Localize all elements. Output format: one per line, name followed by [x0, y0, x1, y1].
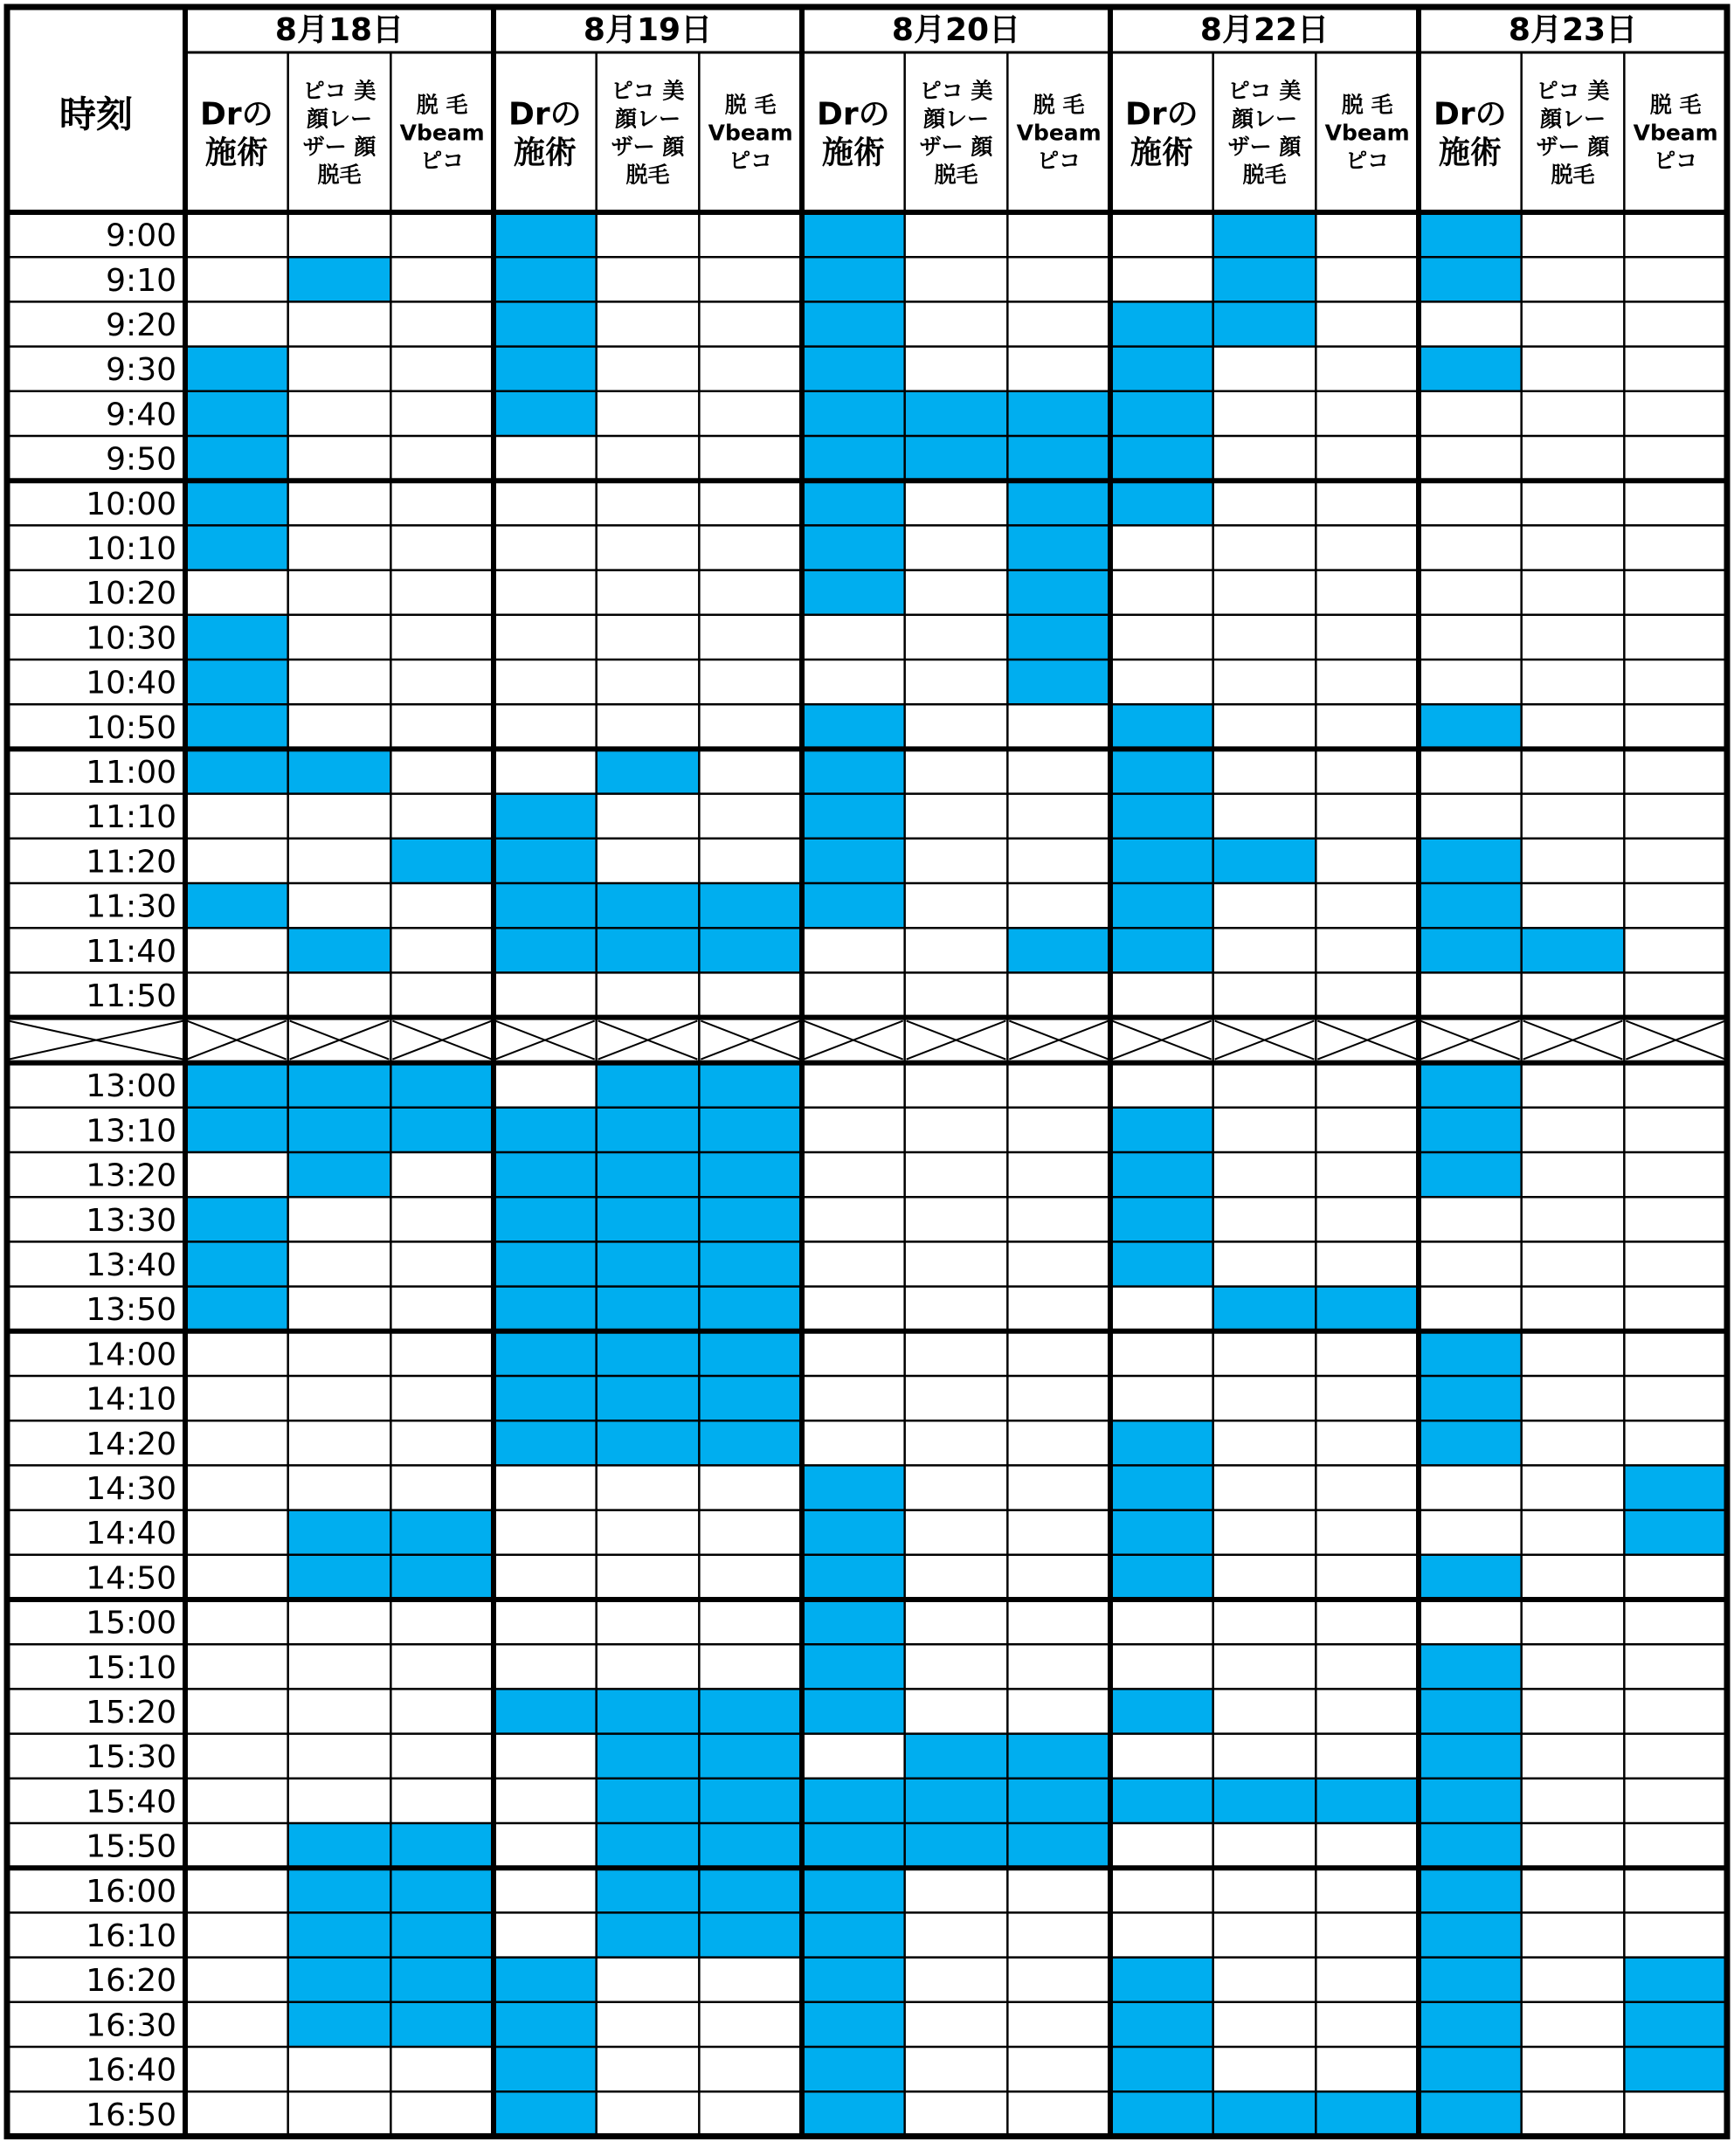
booked-cell: [1419, 928, 1522, 972]
booked-cell: [597, 928, 700, 972]
booked-cell: [185, 347, 288, 391]
time-label: 14:00: [86, 1337, 176, 1373]
booked-cell: [1213, 1779, 1316, 1823]
booked-cell: [1110, 2047, 1213, 2091]
booked-cell: [597, 1420, 700, 1465]
booked-cell: [802, 2047, 905, 2091]
booked-cell: [390, 839, 494, 883]
booked-cell: [1522, 928, 1625, 972]
booked-cell: [1419, 2047, 1522, 2091]
column-header-line: ピコ: [1654, 148, 1698, 174]
booked-cell: [1007, 525, 1110, 570]
booked-cell: [390, 1958, 494, 2002]
column-header-line: 脱毛: [625, 162, 670, 188]
booked-cell: [390, 1063, 494, 1108]
booked-cell: [1110, 794, 1213, 839]
booked-cell: [1213, 2091, 1316, 2136]
booked-cell: [1419, 1779, 1522, 1823]
time-label: 9:00: [106, 218, 176, 254]
column-header-line: ピコ: [420, 148, 465, 174]
booked-cell: [802, 436, 905, 480]
booked-cell: [597, 1823, 700, 1868]
booked-cell: [1419, 212, 1522, 257]
booked-cell: [494, 1376, 597, 1420]
booked-cell: [802, 1644, 905, 1689]
booked-cell: [802, 301, 905, 346]
time-label: 16:10: [86, 1918, 176, 1954]
booked-cell: [288, 2002, 391, 2047]
booked-cell: [1624, 2002, 1727, 2047]
booked-cell: [494, 1108, 597, 1152]
booked-cell: [802, 2091, 905, 2136]
booked-cell: [597, 1241, 700, 1286]
booked-cell: [1110, 347, 1213, 391]
booked-cell: [390, 1823, 494, 1868]
booked-cell: [1110, 749, 1213, 793]
booked-cell: [597, 1376, 700, 1420]
booked-cell: [802, 1823, 905, 1868]
column-header-line: 顔レー: [306, 106, 373, 132]
booked-cell: [802, 1779, 905, 1823]
column-header-line: 脱 毛: [724, 92, 777, 118]
booked-cell: [802, 1510, 905, 1555]
booked-cell: [699, 1197, 802, 1241]
column-header-line: Vbeam: [1324, 120, 1410, 146]
time-label: 9:50: [106, 441, 176, 478]
booked-cell: [905, 1779, 1008, 1823]
time-label: 14:30: [86, 1471, 176, 1507]
booked-cell: [494, 391, 597, 436]
column-header-line: ザー 顔: [611, 134, 685, 160]
column-header-line: ピコ 美: [919, 78, 993, 104]
booked-cell: [1110, 1197, 1213, 1241]
booked-cell: [699, 1287, 802, 1331]
booked-cell: [288, 928, 391, 972]
booked-cell: [802, 1689, 905, 1733]
column-header-line: 顔レー: [614, 106, 681, 132]
booked-cell: [494, 2091, 597, 2136]
time-label: 11:00: [86, 755, 176, 791]
time-label: 14:50: [86, 1560, 176, 1597]
column-header-line: 顔レー: [1539, 106, 1606, 132]
booked-cell: [1007, 391, 1110, 436]
booked-cell: [1110, 1465, 1213, 1510]
booked-cell: [699, 1241, 802, 1286]
booked-cell: [1110, 2091, 1213, 2136]
booked-cell: [288, 1958, 391, 2002]
booked-cell: [802, 525, 905, 570]
booked-cell: [1007, 436, 1110, 480]
booked-cell: [802, 212, 905, 257]
booked-cell: [390, 1510, 494, 1555]
booked-cell: [699, 883, 802, 928]
booked-cell: [699, 1152, 802, 1197]
booked-cell: [494, 1958, 597, 2002]
booked-cell: [494, 1197, 597, 1241]
column-header-line: 脱毛: [1242, 162, 1287, 188]
booked-cell: [494, 212, 597, 257]
booked-cell: [288, 1868, 391, 1912]
time-label: 9:30: [106, 352, 176, 389]
booked-cell: [1419, 839, 1522, 883]
booked-cell: [1213, 301, 1316, 346]
booked-cell: [1419, 1108, 1522, 1152]
booked-cell: [597, 1197, 700, 1241]
column-header-line: ピコ 美: [1536, 78, 1610, 104]
booked-cell: [1419, 1823, 1522, 1868]
booked-cell: [1419, 2091, 1522, 2136]
booked-cell: [185, 1197, 288, 1241]
time-label: 15:50: [86, 1828, 176, 1865]
column-header-line: Drの: [200, 96, 273, 133]
time-label: 10:10: [86, 531, 176, 567]
booked-cell: [1316, 2091, 1419, 2136]
time-label: 13:30: [86, 1202, 176, 1239]
column-header-line: 施術: [1130, 135, 1193, 171]
booked-cell: [185, 436, 288, 480]
booked-cell: [1419, 257, 1522, 301]
booked-cell: [1419, 1063, 1522, 1108]
booked-cell: [1007, 660, 1110, 704]
booked-cell: [1007, 615, 1110, 660]
date-header: 8月20日: [891, 12, 1021, 48]
booked-cell: [905, 391, 1008, 436]
booked-cell: [494, 1241, 597, 1286]
time-label: 16:50: [86, 2097, 176, 2133]
booked-cell: [185, 1063, 288, 1108]
time-label: 15:30: [86, 1739, 176, 1776]
booked-cell: [1110, 1152, 1213, 1197]
column-header-line: ピコ: [729, 148, 773, 174]
date-header: 8月22日: [1199, 12, 1330, 48]
column-header-line: 脱毛: [934, 162, 978, 188]
booked-cell: [288, 257, 391, 301]
column-header-line: ピコ: [1037, 148, 1081, 174]
booked-cell: [185, 615, 288, 660]
booked-cell: [494, 1331, 597, 1376]
booked-cell: [1419, 1152, 1522, 1197]
booked-cell: [494, 1152, 597, 1197]
booked-cell: [494, 794, 597, 839]
time-label: 15:40: [86, 1784, 176, 1821]
time-label: 14:40: [86, 1516, 176, 1552]
booked-cell: [699, 1779, 802, 1823]
time-label: 15:00: [86, 1605, 176, 1641]
booked-cell: [802, 257, 905, 301]
column-header-line: ピコ 美: [302, 78, 377, 104]
column-header-line: Drの: [1125, 96, 1199, 133]
booked-cell: [494, 1689, 597, 1733]
booked-cell: [1110, 1510, 1213, 1555]
column-header-line: Drの: [508, 96, 582, 133]
booked-cell: [1110, 1689, 1213, 1733]
booked-cell: [1110, 391, 1213, 436]
column-header-line: ザー 顔: [1227, 134, 1302, 160]
booked-cell: [699, 1912, 802, 1957]
booked-cell: [802, 570, 905, 615]
column-header-line: Vbeam: [708, 120, 793, 146]
booked-cell: [802, 1555, 905, 1600]
booked-cell: [802, 480, 905, 525]
booked-cell: [1110, 839, 1213, 883]
time-label: 11:20: [86, 844, 176, 881]
booked-cell: [597, 1063, 700, 1108]
booked-cell: [494, 347, 597, 391]
column-header-line: 施術: [513, 135, 577, 171]
column-header-line: ザー 顔: [302, 134, 377, 160]
booked-cell: [1419, 1555, 1522, 1600]
time-label: 11:30: [86, 888, 176, 925]
booked-cell: [802, 2002, 905, 2047]
column-header-line: Vbeam: [1016, 120, 1102, 146]
booked-cell: [185, 1241, 288, 1286]
booked-cell: [802, 839, 905, 883]
booked-cell: [699, 1734, 802, 1779]
booked-cell: [1419, 1420, 1522, 1465]
booked-cell: [185, 480, 288, 525]
booked-cell: [597, 1287, 700, 1331]
column-header-line: ピコ 美: [1227, 78, 1302, 104]
booked-cell: [1419, 1958, 1522, 2002]
column-header-line: 脱 毛: [416, 92, 468, 118]
time-label: 11:40: [86, 933, 176, 970]
booked-cell: [288, 749, 391, 793]
date-header: 8月19日: [583, 12, 713, 48]
time-label: 16:30: [86, 2007, 176, 2044]
booked-cell: [905, 1823, 1008, 1868]
time-label: 13:20: [86, 1157, 176, 1194]
booked-cell: [185, 1108, 288, 1152]
time-label: 13:50: [86, 1292, 176, 1329]
booked-cell: [699, 1063, 802, 1108]
column-header-line: 脱毛: [1551, 162, 1595, 188]
time-label: 10:20: [86, 576, 176, 612]
booked-cell: [494, 883, 597, 928]
booked-cell: [699, 1868, 802, 1912]
column-header-line: 顔レー: [1231, 106, 1298, 132]
booked-cell: [185, 883, 288, 928]
booked-cell: [802, 704, 905, 749]
booked-cell: [390, 1108, 494, 1152]
booked-cell: [597, 1868, 700, 1912]
booked-cell: [1110, 480, 1213, 525]
booked-cell: [1624, 2047, 1727, 2091]
date-header: 8月23日: [1508, 12, 1638, 48]
booked-cell: [597, 749, 700, 793]
booked-cell: [390, 2002, 494, 2047]
booked-cell: [1213, 839, 1316, 883]
column-header-line: 脱 毛: [1649, 92, 1702, 118]
date-header: 8月18日: [274, 12, 404, 48]
booked-cell: [597, 1331, 700, 1376]
time-header: 時刻: [59, 93, 134, 136]
column-header-line: 脱 毛: [1033, 92, 1085, 118]
booked-cell: [597, 1152, 700, 1197]
time-label: 9:40: [106, 397, 176, 433]
booked-cell: [1007, 480, 1110, 525]
booked-cell: [699, 1376, 802, 1420]
booked-cell: [1007, 1779, 1110, 1823]
time-label: 9:10: [106, 262, 176, 299]
booked-cell: [699, 1108, 802, 1152]
booked-cell: [1110, 1958, 1213, 2002]
booked-cell: [1624, 1958, 1727, 2002]
booked-cell: [1110, 301, 1213, 346]
booked-cell: [1213, 1287, 1316, 1331]
column-header-line: 顔レー: [922, 106, 990, 132]
time-label: 13:40: [86, 1247, 176, 1283]
booked-cell: [1007, 570, 1110, 615]
booked-cell: [185, 525, 288, 570]
booked-cell: [802, 1868, 905, 1912]
booked-cell: [288, 1152, 391, 1197]
booked-cell: [1419, 1331, 1522, 1376]
booked-cell: [1007, 1823, 1110, 1868]
booked-cell: [494, 839, 597, 883]
booked-cell: [1110, 704, 1213, 749]
booked-cell: [1110, 436, 1213, 480]
column-header-line: 脱 毛: [1341, 92, 1393, 118]
booked-cell: [1110, 1108, 1213, 1152]
booked-cell: [288, 1063, 391, 1108]
booked-cell: [288, 1510, 391, 1555]
column-header-line: ピコ 美: [611, 78, 685, 104]
time-label: 10:40: [86, 665, 176, 701]
booked-cell: [288, 1912, 391, 1957]
booked-cell: [1316, 1779, 1419, 1823]
booked-cell: [699, 1689, 802, 1733]
booked-cell: [390, 1555, 494, 1600]
booked-cell: [802, 391, 905, 436]
time-label: 10:50: [86, 709, 176, 746]
column-header-line: Vbeam: [399, 120, 485, 146]
booked-cell: [390, 1868, 494, 1912]
booked-cell: [1419, 347, 1522, 391]
booked-cell: [288, 1555, 391, 1600]
booked-cell: [1419, 1734, 1522, 1779]
column-header-line: ザー 顔: [1536, 134, 1610, 160]
booked-cell: [1110, 1779, 1213, 1823]
column-header-line: ザー 顔: [919, 134, 993, 160]
booked-cell: [1419, 1912, 1522, 1957]
booked-cell: [1419, 1868, 1522, 1912]
time-label: 16:40: [86, 2052, 176, 2089]
booked-cell: [597, 1734, 700, 1779]
booked-cell: [699, 1823, 802, 1868]
booked-cell: [1110, 883, 1213, 928]
booked-cell: [288, 1823, 391, 1868]
time-label: 15:10: [86, 1649, 176, 1686]
time-label: 11:10: [86, 799, 176, 836]
booked-cell: [1110, 2002, 1213, 2047]
booked-cell: [597, 1108, 700, 1152]
booked-cell: [1419, 704, 1522, 749]
booked-cell: [1624, 1510, 1727, 1555]
booked-cell: [802, 1465, 905, 1510]
booked-cell: [802, 794, 905, 839]
booked-cell: [1419, 1689, 1522, 1733]
column-header-line: Drの: [1433, 96, 1507, 133]
booked-cell: [1213, 212, 1316, 257]
booked-cell: [597, 1689, 700, 1733]
time-label: 11:50: [86, 978, 176, 1014]
booked-cell: [905, 436, 1008, 480]
booked-cell: [494, 928, 597, 972]
booked-cell: [185, 1287, 288, 1331]
time-label: 10:00: [86, 486, 176, 522]
time-label: 13:00: [86, 1068, 176, 1105]
column-header-line: 施術: [204, 135, 268, 171]
booked-cell: [597, 1912, 700, 1957]
booked-cell: [494, 2047, 597, 2091]
booked-cell: [802, 1958, 905, 2002]
time-label: 16:20: [86, 1963, 176, 2000]
column-header-line: Drの: [817, 96, 890, 133]
booked-cell: [597, 883, 700, 928]
booked-cell: [699, 1420, 802, 1465]
time-label: 15:20: [86, 1695, 176, 1731]
booked-cell: [1110, 1555, 1213, 1600]
booked-cell: [802, 883, 905, 928]
time-label: 9:20: [106, 308, 176, 343]
booked-cell: [1007, 928, 1110, 972]
booked-cell: [1419, 1376, 1522, 1420]
time-label: 16:00: [86, 1873, 176, 1910]
column-header-line: ピコ: [1345, 148, 1390, 174]
booked-cell: [494, 301, 597, 346]
booked-cell: [699, 1331, 802, 1376]
booked-cell: [802, 1600, 905, 1644]
booked-cell: [905, 1734, 1008, 1779]
booked-cell: [1316, 1287, 1419, 1331]
booked-cell: [802, 749, 905, 793]
booked-cell: [1110, 928, 1213, 972]
booked-cell: [1419, 2002, 1522, 2047]
booked-cell: [288, 1108, 391, 1152]
time-label: 14:20: [86, 1426, 176, 1462]
column-header-line: 脱毛: [317, 162, 362, 188]
booked-cell: [699, 928, 802, 972]
booked-cell: [185, 660, 288, 704]
booked-cell: [494, 257, 597, 301]
booked-cell: [1419, 1644, 1522, 1689]
booked-cell: [390, 1912, 494, 1957]
booked-cell: [494, 1287, 597, 1331]
column-header-line: 施術: [821, 135, 885, 171]
time-label: 13:10: [86, 1113, 176, 1150]
booked-cell: [1110, 1420, 1213, 1465]
booked-cell: [494, 1420, 597, 1465]
booked-cell: [1110, 1241, 1213, 1286]
time-label: 14:10: [86, 1381, 176, 1418]
time-label: 10:30: [86, 620, 176, 657]
booked-cell: [1624, 1465, 1727, 1510]
booked-cell: [1419, 883, 1522, 928]
column-header-line: Vbeam: [1633, 120, 1718, 146]
booked-cell: [185, 704, 288, 749]
booked-cell: [494, 2002, 597, 2047]
booked-cell: [802, 1912, 905, 1957]
booked-cell: [1007, 1734, 1110, 1779]
booked-cell: [802, 347, 905, 391]
booked-cell: [1213, 257, 1316, 301]
column-header-line: 施術: [1438, 135, 1502, 171]
booked-cell: [185, 749, 288, 793]
booked-cell: [185, 391, 288, 436]
booked-cell: [597, 1779, 700, 1823]
